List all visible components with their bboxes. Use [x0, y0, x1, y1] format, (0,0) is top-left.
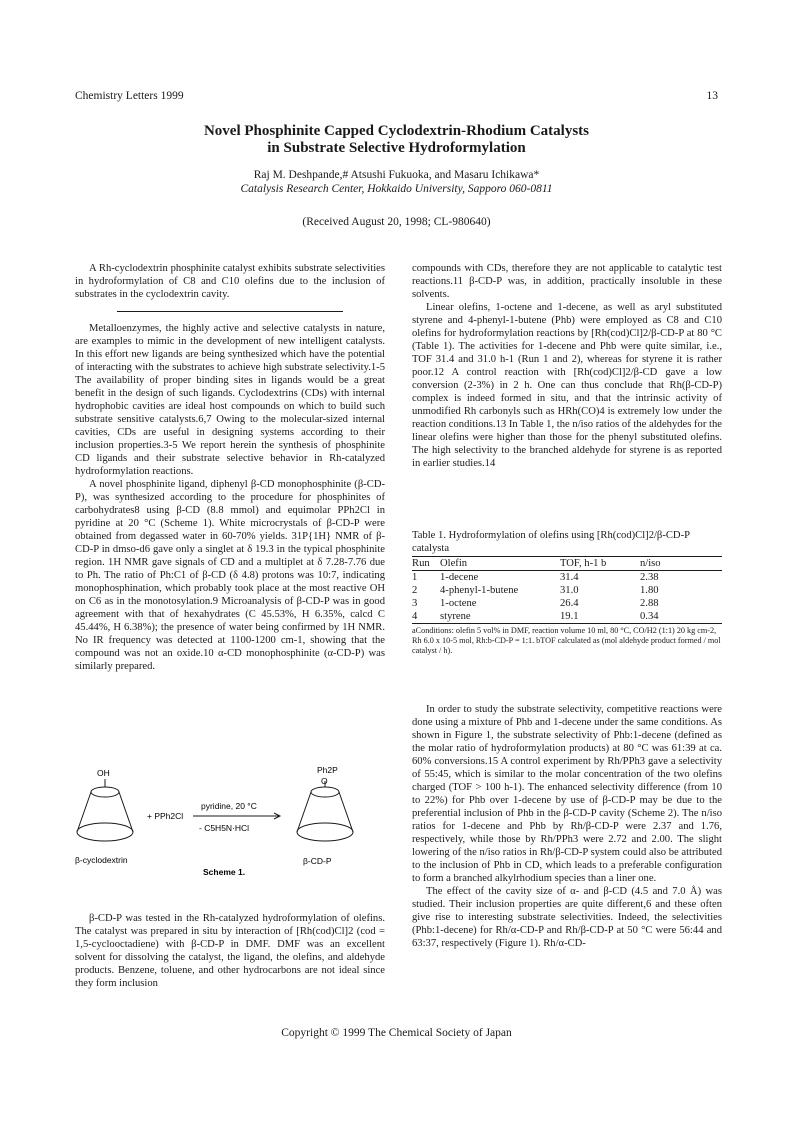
cell-niso: 2.38: [640, 572, 659, 583]
continuation-paragraph: compounds with CDs, therefore they are not applicable to catalytic test reactions.11 β-CD-P was, in addition, practically insoluble in these solvents.: [412, 263, 722, 300]
intro-paragraph: Metalloenzymes, the highly active and selective catalysts in nature, are examples to mimic in the development of new intelligent catalysts. In this effort new ligands are being synthesized which have the potential of interacting with the substrates to achieve high substrate selectivity.1-5 The availability of proper binding sites in ligands would be a great benefit in the design of such ligands. Cyclodextrins (CDs) with internal hydrophobic cavities are ideal host compounds on which to build such substrate sensitive catalysts.6,7 Owing to the molecular-sized internal cavities, CDs are useful in designing systems according to their inclusion properties.3-5 We report herein the synthesis of phosphinite CD ligands and their substrate selective behavior in Rh-catalyzed hydroformylation reactions.: [75, 323, 385, 477]
cell-run: 2: [412, 585, 418, 596]
product-label: β-CD-P: [303, 856, 332, 866]
title-line-1: Novel Phosphinite Capped Cyclodextrin-Rhodium Catalysts: [203, 123, 590, 139]
abstract: A Rh-cyclodextrin phosphinite catalyst exhibits substrate selectivities in hydroformylation of C8 and C10 olefins due to the inclusion of substrates in the cyclodextrin cavity.: [75, 263, 385, 300]
cell-niso: 0.34: [640, 610, 722, 624]
cavity-paragraph: The effect of the cavity size of α- and β-CD (4.5 and 7.0 Å) was studied. Their inclusion properties are quite different,6 and these often give rise to interesting substrate selectivities. Indeed, the selectivities (Phb:1-decene) for Rh/α-CD-P and Rh/β-CD-P at 50 °C were 56:44 and 63:37, respectively (Figure 1). Rh/α-CD-: [412, 886, 722, 949]
cell-run: 1: [412, 572, 418, 583]
table-1: [412, 529, 722, 656]
title-line-2: in Substrate Selective Hydroformylation: [267, 140, 526, 156]
copyright-footer: Copyright © 1999 The Chemical Society of Japan: [281, 1027, 512, 1039]
cell-tof: 19.1: [560, 610, 640, 624]
oh-label: OH: [97, 768, 110, 778]
scheme-caption: Scheme 1.: [203, 867, 246, 877]
table-caption: Table 1. Hydroformylation of olefins using [Rh(cod)Cl]2/β-CD-P catalysta: [412, 530, 690, 554]
header-olefin: Olefin: [440, 557, 560, 571]
synthesis-paragraph: A novel phosphinite ligand, diphenyl β-CD monophosphinite (β-CD-P), was synthesized according to the procedure for phosphinites of carbohydrates8 using β-CD (8.8 mmol) and equimolar PPh2Cl in pyridine at 20 °C (Scheme 1). White microcrystals of β-CD-P were obtained from degassed water in 60-70% yields. 31P{1H} NMR of β-CD-P in dmso-d6 gave only a singlet at δ 19.3 in the typical phosphinite region. 1H NMR gave signals of CD and a multiplet at δ 7.28-7.76 due to Ph. The ratio of Ph:C1 of β-CD (δ 4.8) protons was 10:7, indicating monophosphination, which probably took place at the most reactive OH on C6 as in the monotosylation.9 Microanalysis of β-CD-P was in good agreement with that of hexahydrates (C 45.53%, H 6.35%, calcd C 45.44%, H 6.38%); the presence of water being confirmed by 1H NMR. No IR frequency was detected at 1100-1200 cm-1, showing that the compound was not an oxide.10 α-CD monophosphinite (α-CD-P) was similarly prepared.: [75, 479, 385, 672]
page-number: 13: [706, 90, 718, 102]
author-names: Raj M. Deshpande,# Atsushi Fukuoka, and Masaru Ichikawa*: [253, 169, 540, 181]
reagent-label: + PPh2Cl: [147, 811, 184, 821]
o-label: O: [321, 776, 328, 786]
header-niso: n/iso: [640, 557, 722, 571]
right-column-bottom: [412, 703, 722, 950]
cell-tof: 26.4: [560, 598, 579, 609]
right-column-top: [412, 262, 722, 470]
received-date: (Received August 20, 1998; CL-980640): [302, 216, 491, 228]
reactant-label: β-cyclodextrin: [75, 855, 128, 865]
olefin-paragraph: Linear olefins, 1-octene and 1-decene, as well as aryl substituted styrene and 4-phenyl-1-butene (Phb) were employed as C8 and C10 olefins for hydroformylation reactions by [Rh(cod)Cl]2/β-CD-P at 80 °C (Table 1). The activities for 1-decene and Phb were quite similar, i.e., TOF 31.4 and 31.0 h-1 (Run 1 and 2), whereas for styrene it is rather poor.12 A control reaction with [Rh(cod)Cl]2/β-CD gave a low conversion (2-3%) in 2 h. One can thus conclude that Rh(β-CD-P) complex is indeed formed in situ, and that the intrinsic activity of unmodified Rh carbonyls such as HRh(CO)4 is extremely low under the reaction conditions.13 In Table 1, the n/iso ratios of the aldehydes for the linear olefins were higher than those for the phenyl substituted olefins. The high selectivity to the branched aldehyde for styrene is as reported in earlier studies.14: [412, 302, 722, 469]
table-header-row: [412, 557, 722, 571]
cell-olefin: 4-phenyl-1-butene: [440, 585, 519, 596]
cell-niso: 2.88: [640, 598, 659, 609]
table-row: [412, 571, 722, 585]
affiliation: Catalysis Research Center, Hokkaido University, Sapporo 060-0811: [240, 183, 553, 195]
cell-niso: 1.80: [640, 585, 659, 596]
cell-tof: 31.0: [560, 585, 579, 596]
byproduct-label: - C5H5N·HCl: [199, 823, 250, 833]
beta-cd-p-cone: [297, 781, 353, 841]
beta-cyclodextrin-cone: [77, 779, 133, 841]
cell-olefin: 1-decene: [440, 572, 479, 583]
author-block: [0, 168, 793, 196]
table-row: [412, 597, 722, 610]
scheme-diagram: [75, 765, 385, 880]
journal-header: Chemistry Letters 1999: [75, 90, 184, 102]
cell-run: 3: [412, 598, 418, 609]
cell-olefin: 1-octene: [440, 598, 477, 609]
cell-olefin: styrene: [440, 610, 560, 624]
condition-label: pyridine, 20 °C: [201, 801, 257, 811]
abstract-divider: [117, 311, 343, 312]
table-grid: [412, 556, 722, 624]
selectivity-paragraph: In order to study the substrate selectivity, competitive reactions were done using a mixture of Phb and 1-decene under the same conditions. As shown in Figure 1, the substrate selectivity of Phb:1-decene (defined as the molar ratio of hydroformylation products) at 80 °C was 61:39 at ca. 60% conversions.15 A control experiment by Rh/PPh3 gave a selectivity of 55:45, which is similar to the molar concentration of the two olefins charged (TOF > 100 h-1). The enhanced selectivity difference (from 10 to 22%) for Phb over 1-decene by use of β-CD-P may be due to the preferential inclusion of Phb in the β-CD-P cavity (Scheme 2). The n/iso ratios for 1-decene and Phb by Rh/β-CD-P were 2.37 and 1.76, respectively, while those by Rh/PPh3 were 2.72 and 2.00. The slight lowering of the n/iso ratios in Rh/β-CD-P system could also be attributed to the inclusion of Phb in CD, which leads to a preferable configuration to form a branched alkylrhodium species than a liner one.: [412, 704, 722, 884]
cell-run: 4: [412, 610, 440, 624]
table-footnote: aConditions: olefin 5 vol% in DMF, reaction volume 10 ml, 80 °C, CO/H2 (1:1) 20 kg cm-2, Rh 6.0 x 10-5 mol, Rh:b-CD-P = 1:1. bTOF calculated as (mol aldehyde product formed / mol catalyst / h).: [412, 626, 721, 655]
table-row: [412, 610, 722, 624]
header-run: Run: [412, 557, 440, 571]
left-column: [75, 262, 385, 673]
ph2p-label: Ph2P: [317, 765, 338, 775]
paper-title: [0, 123, 793, 157]
left-column-bottom: [75, 912, 385, 990]
header-tof: TOF, h-1 b: [560, 557, 640, 571]
cell-tof: 31.4: [560, 572, 579, 583]
scheme-1: [75, 765, 385, 880]
catalyst-paragraph: β-CD-P was tested in the Rh-catalyzed hydroformylation of olefins. The catalyst was prepared in situ by interaction of [Rh(cod)Cl]2 (cod = 1,5-cyclooctadiene) with β-CD-P in DMF. DMF was an excellent solvent for dissolving the catalyst, the ligand, the olefins, and aldehyde products. Benzene, toluene, and other hydrocarbons are not ideal since they form inclusion: [75, 913, 385, 989]
table-row: [412, 584, 722, 597]
